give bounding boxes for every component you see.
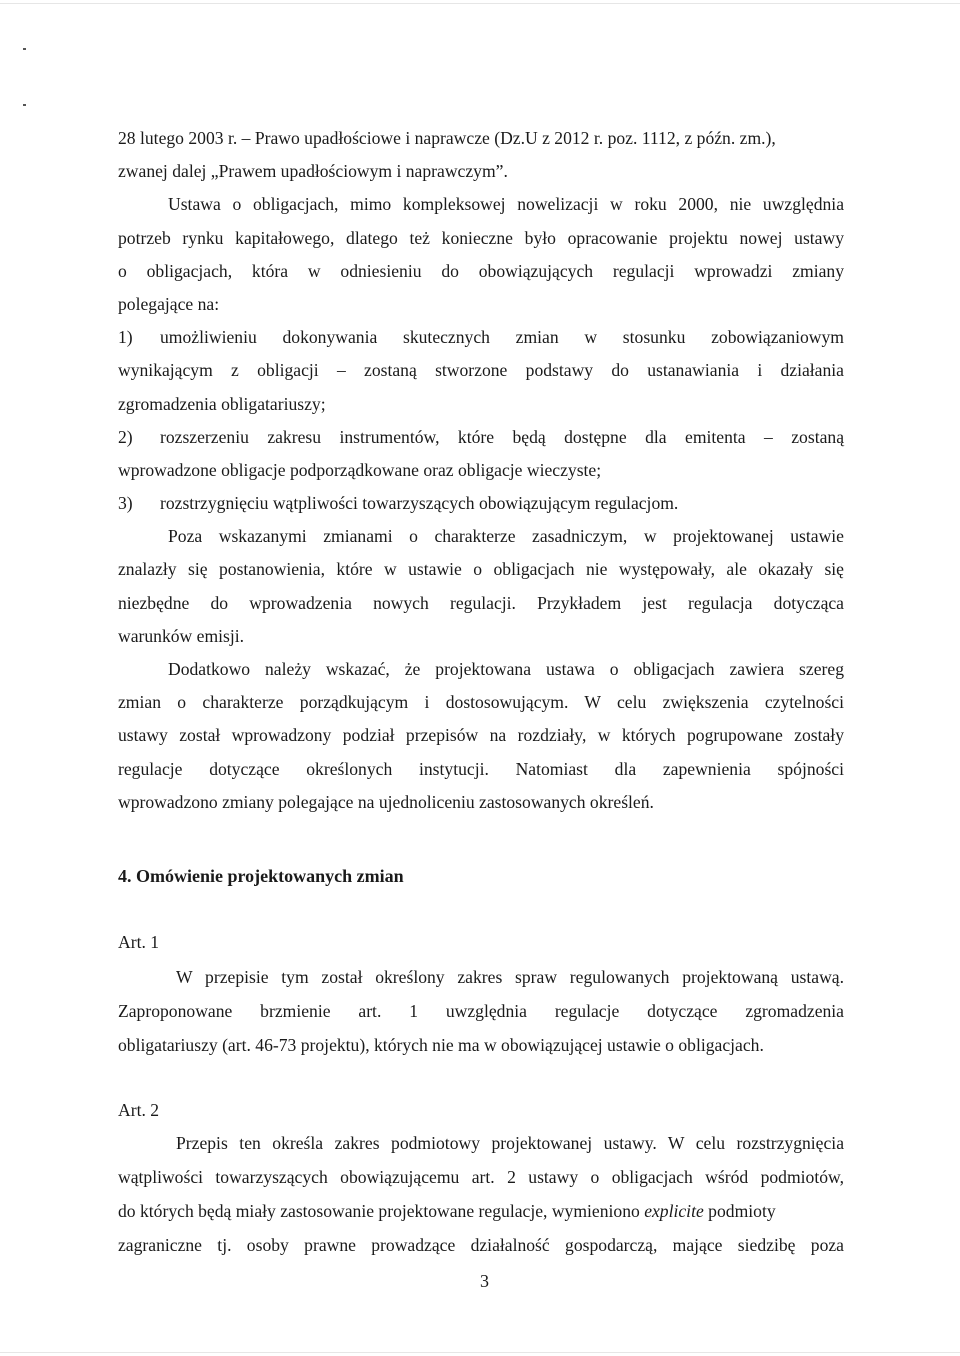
article-label-1: Art. 1 — [118, 932, 160, 952]
text-line: polegające na: — [118, 293, 220, 314]
text-line: W przepisie tym został określony zakres spraw regulowanych projektowaną ustawą. — [176, 967, 844, 987]
article-label-2: Art. 2 — [118, 1100, 160, 1120]
text-line: wprowadzono zmiany polegające na ujednoliceniu zastosowanych określeń. — [118, 791, 654, 812]
scan-top-edge — [0, 3, 960, 4]
text-line: o obligacjach, która w odniesieniu do obowiązujących regulacji wprowadzi zmiany — [118, 260, 844, 281]
text-line: wprowadzone obligacje podporządkowane oraz obligacje wieczyste; — [118, 459, 602, 480]
text-line: Zaproponowane brzmienie art. 1 uwzględnia regulacje dotyczące zgromadzenia — [118, 1001, 844, 1021]
text-line: regulacje dotyczące określonych instytucji. Natomiast dla zapewnienia spójności — [118, 758, 844, 779]
text-line: Ustawa o obligacjach, mimo kompleksowej nowelizacji w roku 2000, nie uwzględnia — [168, 194, 844, 215]
article-1-text — [118, 960, 844, 1062]
text-fragment: do których będą miały zastosowanie projektowane regulacje, wymieniono — [118, 1201, 645, 1221]
text-fragment: podmioty — [703, 1201, 776, 1221]
text-line: niezbędne do wprowadzenia nowych regulacji. Przykładem jest regulacja dotycząca — [118, 592, 844, 613]
text-line — [118, 1194, 844, 1228]
text-line: wynikającym z obligacji – zostaną stworzone podstawy do ustanawiania i działania — [118, 360, 844, 381]
text-line: obligatariuszy (art. 46-73 projektu), których nie ma w obowiązującej ustawie o obligacjach. — [118, 1035, 764, 1055]
margin-mark — [23, 48, 26, 50]
text-line: zgromadzenia obligatariuszy; — [118, 393, 326, 414]
text-line: ustawy został wprowadzony podział przepisów na rozdziały, w których pogrupowane zostały — [118, 725, 844, 746]
text-line: wątpliwości towarzyszących obowiązującemu art. 2 ustawy o obligacjach wśród podmiotów, — [118, 1167, 844, 1187]
list-item-text: umożliwieniu dokonywania skutecznych zmian w stosunku zobowiązaniowym — [160, 327, 844, 348]
text-line: Poza wskazanymi zmianami o charakterze zasadniczym, w projektowanej ustawie — [168, 526, 844, 547]
text-line: zagraniczne tj. osoby prawne prowadzące działalność gospodarczą, mające siedzibę poza — [118, 1235, 844, 1255]
list-item — [118, 487, 844, 520]
text-line: Dodatkowo należy wskazać, że projektowana ustawa o obligacjach zawiera szereg — [168, 659, 844, 679]
page-number: 3 — [480, 1271, 489, 1291]
list-number: 1) — [118, 327, 133, 348]
text-line: zmian o charakterze porządkującym i dostosowującym. W celu zwiększenia czytelności — [118, 692, 844, 713]
list-item — [118, 421, 844, 454]
text-line: zwanej dalej „Prawem upadłościowym i naprawczym”. — [118, 161, 508, 182]
text-line: znalazły się postanowienia, które w ustawie o obligacjach nie występowały, ale okazały się — [118, 559, 844, 580]
list-number: 3) — [118, 493, 133, 514]
text-line: warunków emisji. — [118, 625, 245, 646]
body-text — [118, 122, 844, 819]
list-item — [118, 321, 844, 354]
emphasized-term: explicite — [644, 1201, 704, 1221]
list-number: 2) — [118, 426, 133, 447]
text-line: 28 lutego 2003 r. – Prawo upadłościowe i naprawcze (Dz.U z 2012 r. poz. 1112, z późn. zm.), — [118, 128, 776, 148]
section-heading: 4. Omówienie projektowanych zmian — [118, 866, 404, 886]
list-item-text: rozstrzygnięciu wątpliwości towarzyszących obowiązującym regulacjom. — [160, 493, 679, 514]
list-item-text: rozszerzeniu zakresu instrumentów, które będą dostępne dla emitenta – zostaną — [160, 426, 844, 447]
text-line: potrzeb rynku kapitałowego, dlatego też konieczne było opracowanie projektu nowej ustawy — [118, 227, 844, 248]
article-2-text — [118, 1126, 844, 1262]
scan-bottom-edge — [0, 1352, 960, 1353]
margin-mark — [23, 104, 26, 106]
text-line: Przepis ten określa zakres podmiotowy projektowanej ustawy. W celu rozstrzygnięcia — [176, 1133, 844, 1153]
